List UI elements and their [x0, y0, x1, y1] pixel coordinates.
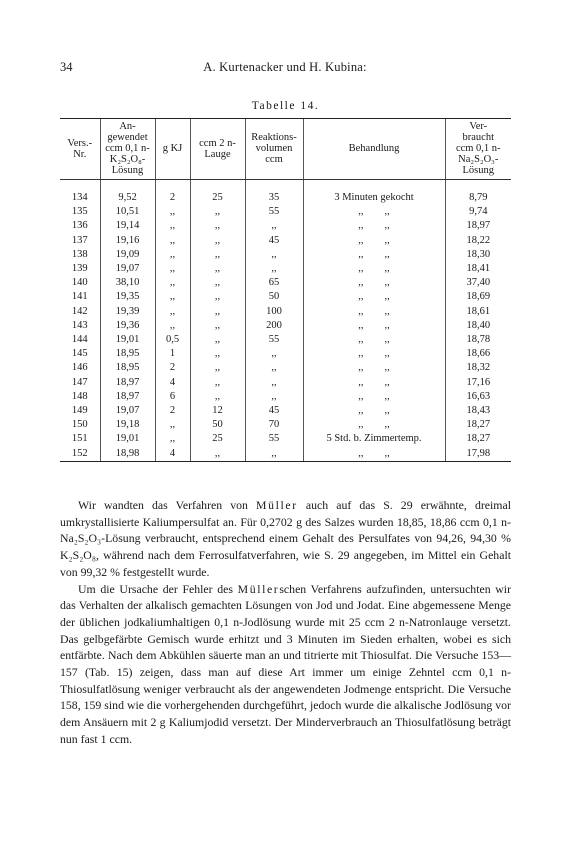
- table-cell: 35: [245, 191, 303, 205]
- column-header-line: braucht: [462, 132, 494, 143]
- column-header-line: Lösung: [111, 165, 144, 176]
- column-header-line: ccm: [265, 154, 283, 165]
- table-cell: 137: [71, 234, 88, 246]
- table-row: [60, 276, 511, 290]
- table-header-row: [60, 119, 511, 180]
- column-header-line: Behandlung: [348, 143, 400, 154]
- table-cell: ,,: [155, 276, 190, 290]
- table-cell: ,, ,,: [303, 361, 445, 375]
- table-row: [60, 248, 511, 262]
- table-cell: 143: [71, 319, 88, 331]
- table-cell: ,,: [190, 447, 245, 462]
- table-cell: 25: [190, 191, 245, 205]
- table-cell: ,, ,,: [303, 262, 445, 276]
- table-cell: ,,: [245, 447, 303, 462]
- table-cell: ,, ,,: [303, 319, 445, 333]
- table-cell: 145: [71, 348, 88, 360]
- table-cell: ,,: [190, 248, 245, 262]
- table-cell: ,, ,,: [303, 347, 445, 361]
- table-cell: 18,97: [100, 390, 155, 404]
- table-cell: ,, ,,: [303, 404, 445, 418]
- table-cell: 19,18: [100, 418, 155, 432]
- page-header: [60, 60, 510, 78]
- table-cell: ,,: [245, 248, 303, 262]
- table-cell: ,, ,,: [303, 205, 445, 219]
- table-cell: 147: [71, 376, 88, 388]
- table-row: [60, 347, 511, 361]
- table-row: [60, 432, 511, 446]
- table-cell: 19,36: [100, 319, 155, 333]
- table-cell: ,, ,,: [303, 234, 445, 248]
- table-cell: ,,: [190, 333, 245, 347]
- paragraph-2: Um die Ursache der Fehler des Müllerschen Verfahrens aufzufinden, untersuchten wir das Verhalten der alkalisch gemachten Lösungen von Jod und Jodat. Eine abgemessene Menge der üblichen jodkaliumhaltigen 0,1 n-Jodlösung wurde mit 25 ccm 2 n-Natronlauge versetzt. Das gelbgefärbte Gemisch wurde erhitzt und 3 Minuten im Sieden erhalten, wobei es sich entfärbte. Nach dem Abkühlen säuerte man an und titrierte mit Thiosulfat. Die Versuche 153—157 (Tab. 15) zeigen, dass man auf diese Art immer um einige Zehntel ccm 0,1 n-Thiosulfatlösung weniger verbraucht als der angewendeten Jodmenge entspricht. Die Versuche 158, 159 sind wie die vorhergehenden durchgeführt, jedoch wurde die alkalische Jodlösung vor dem Ansäuern mit 2 g Kaliumjodid versetzt. Der Minderverbrauch an Thiosulfatlösung beträgt nun fast 1 ccm.: [60, 581, 511, 746]
- table-cell: 18,27: [445, 432, 511, 446]
- column-header-line: ccm 2 n-: [199, 137, 236, 149]
- table-cell: ,,: [245, 219, 303, 233]
- table-row: [60, 333, 511, 347]
- table-cell: 18,78: [445, 333, 511, 347]
- table-cell: 9,52: [100, 191, 155, 205]
- table-cell: 18,98: [100, 447, 155, 462]
- table-cell: ,,: [190, 361, 245, 375]
- table-cell: 45: [245, 234, 303, 248]
- table-cell: 135: [71, 206, 88, 218]
- table-cell: ,, ,,: [303, 376, 445, 390]
- table-row: [60, 262, 511, 276]
- table-cell: 100: [245, 305, 303, 319]
- table-cell: ,,: [155, 262, 190, 276]
- column-header-line: ccm 0,1 n-: [105, 143, 150, 154]
- table-cell: 1: [155, 347, 190, 361]
- table-cell: 10,51: [100, 205, 155, 219]
- table-cell: ,,: [245, 361, 303, 375]
- running-title: A. Kurtenacker und H. Kubina:: [203, 60, 367, 74]
- table-cell: 19,14: [100, 219, 155, 233]
- table-row: [60, 191, 511, 205]
- table-cell: 19,01: [100, 333, 155, 347]
- table-cell: 150: [71, 419, 88, 431]
- table-cell: ,,: [155, 205, 190, 219]
- column-header-line: Lösung: [462, 165, 494, 176]
- table-cell: 144: [71, 334, 88, 346]
- table-cell: 142: [71, 305, 88, 317]
- column-header-line: Vers.-: [67, 137, 93, 149]
- table-cell: 45: [245, 404, 303, 418]
- table-cell: 6: [155, 390, 190, 404]
- table-row: [60, 418, 511, 432]
- table-cell: 12: [190, 404, 245, 418]
- table-cell: 2: [155, 361, 190, 375]
- table-cell: 18,30: [445, 248, 511, 262]
- table-cell: ,,: [155, 319, 190, 333]
- table-row: [60, 205, 511, 219]
- column-header-line: An-: [119, 121, 136, 132]
- table-cell: 2: [155, 404, 190, 418]
- table-cell: 55: [245, 333, 303, 347]
- table-cell: 18,22: [445, 234, 511, 248]
- table-cell: 2: [155, 191, 190, 205]
- table-cell: 18,32: [445, 361, 511, 375]
- table-cell: 19,01: [100, 432, 155, 446]
- table-cell: ,,: [190, 234, 245, 248]
- table-cell: 9,74: [445, 205, 511, 219]
- table-cell: 19,09: [100, 248, 155, 262]
- table-cell: 17,98: [445, 447, 511, 462]
- table-cell: 139: [71, 263, 88, 275]
- table-cell: 19,35: [100, 290, 155, 304]
- table-row: [60, 390, 511, 404]
- table-cell: ,, ,,: [303, 390, 445, 404]
- table-cell: 138: [71, 248, 88, 260]
- table-cell: ,,: [155, 248, 190, 262]
- page-number: 34: [60, 60, 73, 74]
- table-cell: ,, ,,: [303, 276, 445, 290]
- column-header-line: Ver-: [469, 121, 488, 132]
- table-cell: 38,10: [100, 276, 155, 290]
- table-cell: 148: [71, 390, 88, 402]
- table-cell: 136: [71, 220, 88, 232]
- table-cell: ,,: [190, 347, 245, 361]
- table-row: [60, 376, 511, 390]
- table-cell: 18,95: [100, 347, 155, 361]
- body-text: [60, 497, 511, 748]
- table-row: [60, 361, 511, 375]
- table-cell: ,,: [155, 219, 190, 233]
- table-cell: ,,: [155, 432, 190, 446]
- column-header-line: Lauge: [204, 148, 231, 160]
- table-cell: 4: [155, 447, 190, 462]
- column-header-line: gewendet: [107, 132, 148, 143]
- table-cell: ,, ,,: [303, 305, 445, 319]
- table-cell: 18,41: [445, 262, 511, 276]
- table-cell: ,, ,,: [303, 333, 445, 347]
- table-cell: ,,: [190, 305, 245, 319]
- table-cell: 0,5: [155, 333, 190, 347]
- column-header-line: Reaktions-: [251, 132, 297, 143]
- author-name: Müller: [256, 498, 298, 512]
- table-cell: 18,97: [445, 219, 511, 233]
- table-cell: 50: [190, 418, 245, 432]
- table-cell: 19,16: [100, 234, 155, 248]
- table-cell: ,,: [190, 319, 245, 333]
- table-cell: 18,97: [100, 376, 155, 390]
- table-cell: ,,: [245, 262, 303, 276]
- table-row: [60, 447, 511, 462]
- table-cell: 146: [71, 362, 88, 374]
- column-header-line: Nr.: [73, 148, 87, 160]
- table-cell: 134: [71, 192, 88, 203]
- table-cell: 5 Std. b. Zimmertemp.: [303, 432, 445, 446]
- table-cell: 4: [155, 376, 190, 390]
- table-cell: ,,: [190, 205, 245, 219]
- table-row: [60, 404, 511, 418]
- table-cell: 70: [245, 418, 303, 432]
- table-cell: ,,: [155, 305, 190, 319]
- table-cell: ,,: [155, 290, 190, 304]
- column-header-line: K₂S₂O₈-: [109, 154, 146, 165]
- column-header-line: volumen: [255, 143, 293, 154]
- column-header-line: g KJ: [162, 143, 183, 154]
- table-cell: ,, ,,: [303, 219, 445, 233]
- table-cell: 18,27: [445, 418, 511, 432]
- table-cell: ,,: [190, 376, 245, 390]
- table-cell: ,,: [190, 219, 245, 233]
- table-cell: 200: [245, 319, 303, 333]
- table-cell: 18,43: [445, 404, 511, 418]
- table-cell: 50: [245, 290, 303, 304]
- table-cell: 65: [245, 276, 303, 290]
- table-cell: 19,07: [100, 262, 155, 276]
- table-cell: 19,39: [100, 305, 155, 319]
- table-cell: 18,61: [445, 305, 511, 319]
- table-cell: 3 Minuten gekocht: [303, 191, 445, 205]
- table-cell: ,,: [245, 376, 303, 390]
- table-cell: ,, ,,: [303, 447, 445, 462]
- table-cell: ,,: [190, 290, 245, 304]
- table-cell: 17,16: [445, 376, 511, 390]
- table-cell: ,, ,,: [303, 248, 445, 262]
- column-header: [155, 119, 190, 180]
- table-cell: 18,66: [445, 347, 511, 361]
- column-header: [245, 119, 303, 180]
- table-cell: 8,79: [445, 191, 511, 205]
- table-cell: 141: [71, 291, 88, 303]
- table-cell: ,,: [245, 347, 303, 361]
- table-cell: 55: [245, 432, 303, 446]
- table-cell: ,,: [155, 418, 190, 432]
- table-cell: 55: [245, 205, 303, 219]
- table-caption: Tabelle 14.: [251, 100, 320, 112]
- table-cell: ,, ,,: [303, 418, 445, 432]
- table-row: [60, 290, 511, 304]
- table-row: [60, 319, 511, 333]
- table-cell: ,, ,,: [303, 290, 445, 304]
- table-cell: 18,95: [100, 361, 155, 375]
- column-header: [445, 119, 511, 180]
- table-cell: ,,: [245, 390, 303, 404]
- table-cell: ,,: [190, 390, 245, 404]
- table-row: [60, 305, 511, 319]
- paragraph-1: Wir wandten das Verfahren von Müller auch auf das S. 29 erwähnte, dreimal umkrystallisierte Kaliumpersulfat an. Für 0,2702 g des Salzes wurden 18,85, 18,86 ccm 0,1 n-Na₂S₂O₃-Lösung verbraucht, entsprechend einem Gehalt des Persulfates von 94,26, 94,30 % K₂S₂O₈, während nach dem Ferrosulfatverfahren, wie S. 29 angegeben, im Mittel ein Gehalt von 99,32 % festgestellt wurde.: [60, 498, 511, 579]
- column-header: [100, 119, 155, 180]
- table-cell: 37,40: [445, 276, 511, 290]
- table-row: [60, 234, 511, 248]
- table-cell: 16,63: [445, 390, 511, 404]
- table-row: [60, 219, 511, 233]
- table-cell: ,,: [190, 262, 245, 276]
- table-cell: ,,: [190, 276, 245, 290]
- data-table: [60, 118, 511, 462]
- table-cell: 19,07: [100, 404, 155, 418]
- column-header: [190, 119, 245, 180]
- table-cell: 140: [71, 277, 88, 289]
- author-name: Müller: [237, 581, 280, 596]
- column-header: [60, 119, 100, 180]
- table-cell: 18,69: [445, 290, 511, 304]
- table-cell: 149: [71, 405, 88, 417]
- table-cell: 18,40: [445, 319, 511, 333]
- table-cell: 152: [60, 447, 100, 462]
- table-cell: ,,: [155, 234, 190, 248]
- table-cell: 25: [190, 432, 245, 446]
- column-header-line: Na₂S₂O₃-: [458, 154, 499, 165]
- column-header-line: ccm 0,1 n-: [455, 143, 501, 154]
- column-header: [303, 119, 445, 180]
- table-cell: 151: [71, 433, 88, 445]
